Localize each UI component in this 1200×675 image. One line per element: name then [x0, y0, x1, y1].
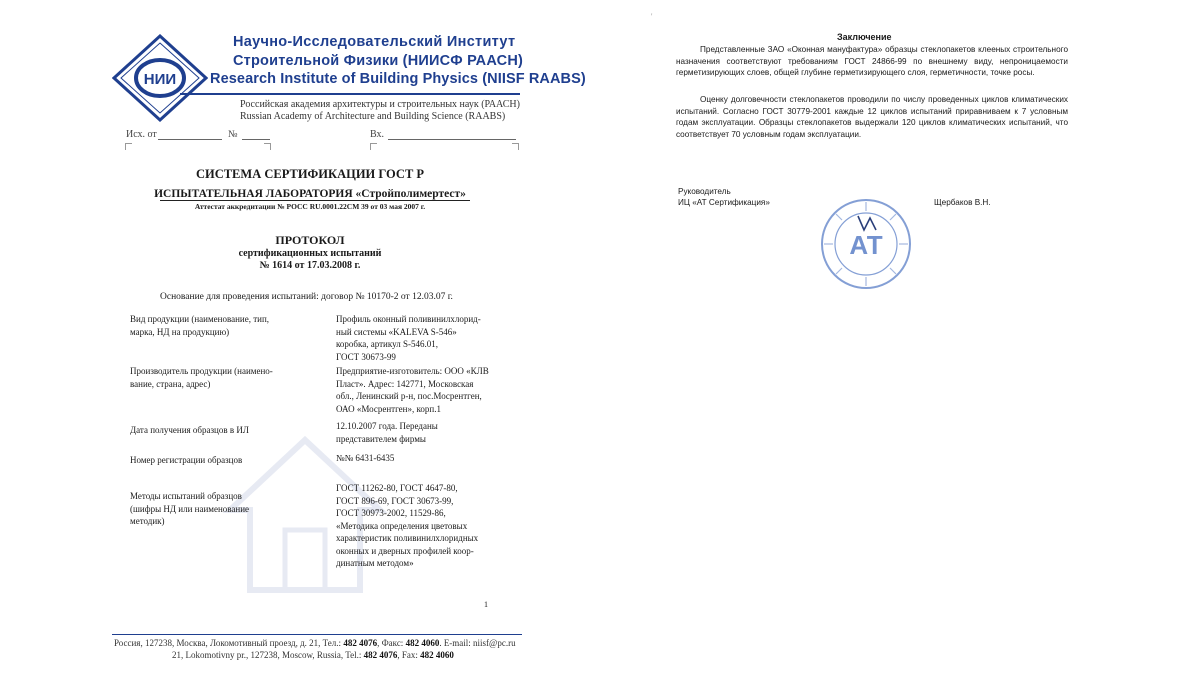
- field-value-received-date: 12.10.2007 года. Переданы представителем фирмы: [336, 421, 438, 444]
- certification-stamp-icon: [818, 196, 914, 292]
- footer-fax-ru: 482 4060: [405, 638, 440, 648]
- field-label-registration: Номер регистрации образцов: [130, 455, 243, 465]
- footer-line-en: [172, 650, 454, 660]
- footer-tel-ru: 482 4076: [343, 638, 378, 648]
- logo-text: НИИ: [143, 71, 177, 88]
- footer-line-ru: [114, 638, 516, 648]
- footer-fax-label-en: , Fax:: [397, 650, 418, 660]
- number-line: [242, 139, 270, 140]
- footer-address-en: 21, Lokomotivny pr., 127238, Moscow, Russia, Tel.:: [172, 650, 362, 660]
- field-value-registration: №№ 6431-6435: [336, 453, 395, 463]
- signatory-name: Щербаков В.Н.: [934, 198, 991, 207]
- page-number: 1: [484, 600, 488, 609]
- footer-address-ru: Россия, 127238, Москва, Локомотивный проезд, д. 21, Тел.:: [114, 638, 342, 648]
- header-divider: [180, 93, 520, 95]
- footer-fax-en: 482 4060: [420, 650, 454, 660]
- institute-name-ru-2: Строительной Физики (НИИСФ РААСН): [233, 53, 524, 69]
- lab-divider: [160, 200, 470, 201]
- conclusion-paragraph-2: Оценку долговечности стеклопакетов проводили по числу проведенных циклов климатических испытаний. Согласно ГОСТ 30779-2001 каждые 12 циклов испытаний приравниваем к 7 условным годам эксплуатации. Образцы стеклопакетов выдержали 120 циклов климатических испытаний, что соответствует 70 условным годам эксплуатации.: [676, 95, 1068, 139]
- certification-system: СИСТЕМА СЕРТИФИКАЦИИ ГОСТ Р: [195, 167, 425, 181]
- outgoing-label: Исх. от: [126, 129, 157, 140]
- subject-corner-right: [512, 143, 519, 150]
- accreditation-line: Аттестат аккредитации № РОСС RU.0001.22СМ 39 от 03 мая 2007 г.: [194, 202, 426, 211]
- protocol-subtitle: сертификационных испытаний: [238, 248, 382, 259]
- scan-mark: ': [651, 12, 653, 21]
- institute-name-en: Research Institute of Building Physics (NIISF RAABS): [210, 71, 586, 87]
- protocol-number: № 1614 от 17.03.2008 г.: [259, 260, 361, 271]
- outgoing-date-line: [158, 139, 222, 140]
- institute-name-ru: Научно-Исследовательский Институт: [233, 34, 516, 50]
- number-label: №: [228, 129, 238, 140]
- stamp-center-text: АТ: [849, 230, 883, 260]
- footer-email: . E-mail: niisf@pc.ru: [439, 638, 516, 648]
- conclusion-title: Заключение: [837, 32, 892, 42]
- field-label-received-date: Дата получения образцов в ИЛ: [130, 425, 249, 435]
- signatory-role: Руководитель: [678, 187, 731, 196]
- field-value-methods: ГОСТ 11262-80, ГОСТ 4647-80, ГОСТ 896-69, ГОСТ 30673-99, ГОСТ 30973-2002, 11529-86, «Методика определения цветовых характеристик поливинилхлоридных оконных и дверных профилей коор- динатным методом»: [336, 483, 479, 568]
- incoming-line: [388, 139, 516, 140]
- incoming-label: Вх.: [370, 129, 385, 140]
- address-corner-left: [125, 143, 132, 150]
- test-basis: Основание для проведения испытаний: договор № 10170-2 от 12.03.07 г.: [160, 292, 453, 302]
- field-label-methods: Методы испытаний образцов (шифры НД или наименование методик): [130, 491, 250, 526]
- field-label-manufacturer: Производитель продукции (наимено- вание, страна, адрес): [130, 366, 273, 389]
- academy-name-ru: Российская академия архитектуры и строительных наук (РААСН): [240, 99, 520, 110]
- footer-divider: [112, 634, 522, 635]
- lab-name: ИСПЫТАТЕЛЬНАЯ ЛАБОРАТОРИЯ «Стройполимертест»: [154, 188, 466, 200]
- footer-tel-en: 482 4076: [363, 650, 398, 660]
- academy-name-en: Russian Academy of Architecture and Building Science (RAABS): [240, 111, 506, 122]
- protocol-title: ПРОТОКОЛ: [275, 233, 345, 247]
- conclusion-paragraph-1: Представленные ЗАО «Оконная мануфактура» образцы стеклопакетов клееных строительного назначения соответствуют требованиям ГОСТ 24866-99 по внешнему виду, непроницаемости герметизирующих слоев, общей глубине герметизирующего слоя, герметичности, точке росы.: [676, 45, 1068, 78]
- signatory-organization: ИЦ «АТ Сертификация»: [678, 198, 770, 207]
- signature-scribble: [858, 216, 876, 230]
- field-value-product: Профиль оконный поливинилхлорид- ный системы «KALEVA S-546» коробка, артикул S-546.01, ГОСТ 30673-99: [336, 314, 481, 362]
- address-corner-right: [264, 143, 271, 150]
- subject-corner-left: [370, 143, 377, 150]
- footer-fax-label-ru: , Факс:: [377, 638, 404, 648]
- field-label-product: Вид продукции (наименование, тип, марка, НД на продукцию): [130, 314, 270, 337]
- niisf-logo-icon: [112, 34, 208, 122]
- field-value-manufacturer: Предприятие-изготовитель: ООО «КЛВ Пласт». Адрес: 142771, Московская обл., Ленинский р-н, пос.Мосрентген, ОАО «Мосрентген», корп.1: [336, 366, 489, 414]
